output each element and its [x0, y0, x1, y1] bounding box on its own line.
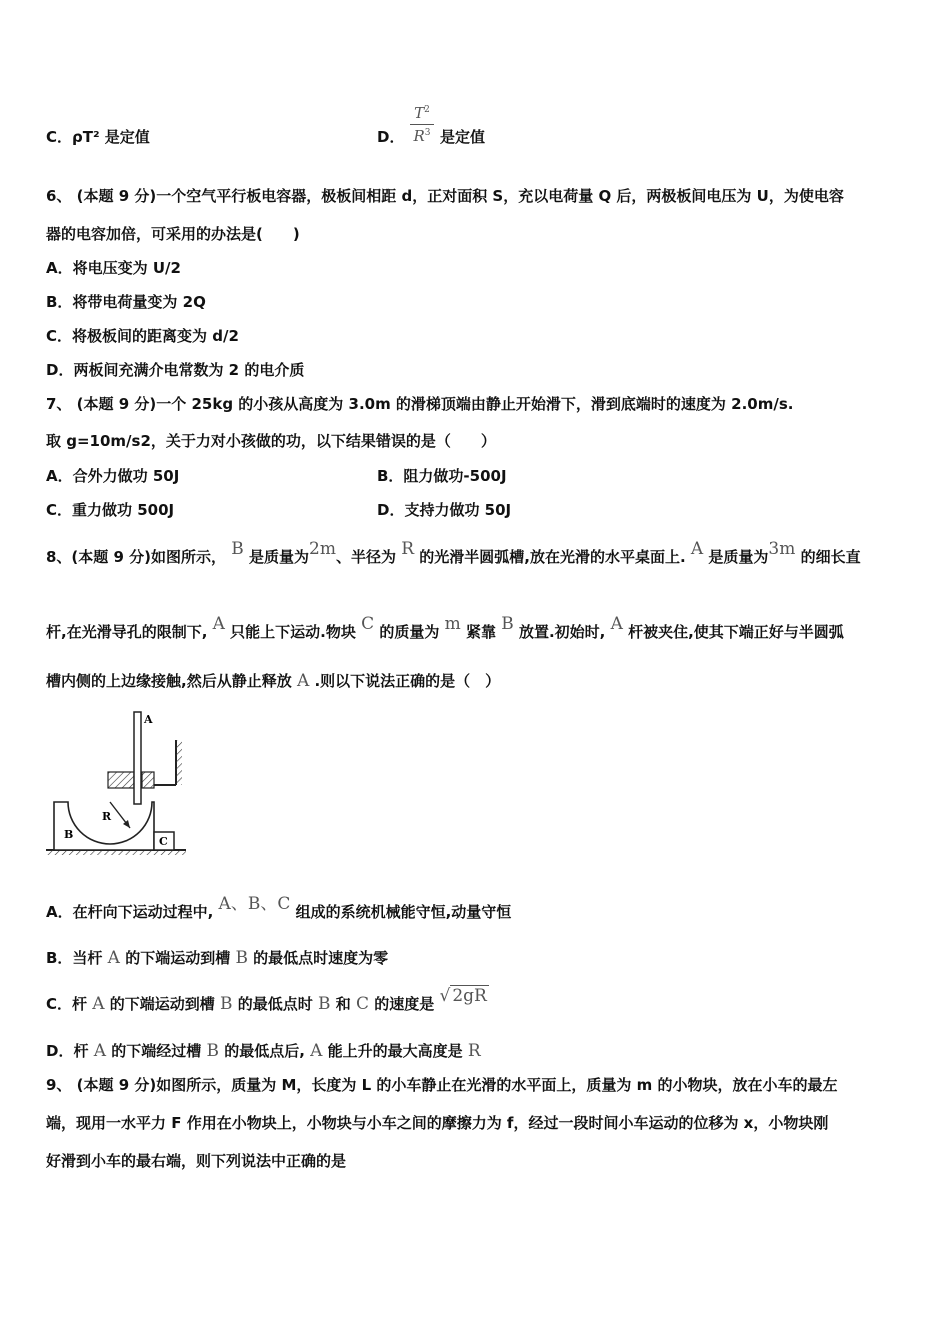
sqrt-2gR: √ 2gR [439, 986, 487, 1006]
q8-text: 的最低点时 [237, 995, 313, 1013]
math-B: B [231, 539, 244, 559]
q8-option-a [46, 894, 512, 922]
q5-frac-numerator: T [414, 104, 425, 122]
q8-text: 的最低点时速度为零 [253, 949, 389, 967]
math-A: A [93, 1041, 106, 1061]
guide-block-left [108, 772, 134, 788]
q8-text: 放置.初始时, [518, 623, 606, 641]
wall-hatch [176, 740, 182, 785]
math-2m: 2m [309, 539, 336, 559]
sqrt-radicand: 2gR [452, 986, 487, 1006]
q8-text: 组成的系统机械能守恒,动量守恒 [295, 903, 512, 921]
q8-text: 的下端运动到槽 [125, 949, 231, 967]
q6-option-c: C．将极板间的距离变为 d/2 [46, 327, 239, 345]
q8-text: A．在杆向下运动过程中, [46, 903, 214, 921]
q8-text: 能上升的最大高度是 [327, 1042, 463, 1060]
math-B: B [206, 1041, 219, 1061]
q8-text: 是质量为 [708, 548, 769, 566]
q7-stem-line2: 取 g=10m/s2，关于力对小孩做的功，以下结果错误的是（ ） [46, 432, 496, 450]
q8-text: D．杆 [46, 1042, 89, 1060]
q8-text: 的质量为 [379, 623, 440, 641]
q7-stem-line1: 7、 (本题 9 分)一个 25kg 的小孩从高度为 3.0m 的滑梯顶端由静止开始滑下，滑到底端时的速度为 2.0m/s. [46, 395, 794, 413]
math-3m: 3m [768, 539, 796, 559]
math-A: A [92, 994, 105, 1014]
q8-text: C．杆 [46, 995, 88, 1013]
q6-option-a: A．将电压变为 U/2 [46, 259, 181, 277]
math-A: A [107, 948, 120, 968]
q8-text: 杆被夹住,使其下端正好与半圆弧 [628, 623, 844, 641]
q9-stem-line1: 9、 (本题 9 分)如图所示，质量为 M，长度为 L 的小车静止在光滑的水平面上，质量为 m 的小物块，放在小车的最左 [46, 1076, 838, 1094]
q5-option-d-fraction [410, 104, 434, 145]
math-B: B [501, 614, 514, 634]
q5-option-c: C．ρT² 是定值 [46, 128, 150, 146]
q6-option-d: D．两板间充满介电常数为 2 的电介质 [46, 361, 305, 379]
math-B: B [235, 948, 248, 968]
math-ABC: A、B、C [218, 894, 291, 914]
q8-text: 的下端经过槽 [111, 1042, 202, 1060]
q6-stem-line2: 器的电容加倍，可采用的办法是( ) [46, 225, 300, 243]
q6-stem-line1: 6、 (本题 9 分)一个空气平行板电容器，极板间相距 d，正对面积 S，充以电荷量 Q 后，两极板间电压为 U，为使电容 [46, 187, 844, 205]
q8-text: .则以下说法正确的是（ ） [314, 672, 501, 690]
math-m: m [444, 614, 461, 634]
q9-stem-line2: 端，现用一水平力 F 作用在小物块上，小物块与小车之间的摩擦力为 f，经过一段时间小车运动的位移为 x，小物块刚 [46, 1114, 829, 1132]
label-b: B [64, 828, 74, 841]
label-r: R [102, 810, 112, 823]
math-A: A [310, 1041, 323, 1061]
q5-option-d-text: 是定值 [440, 128, 486, 146]
q7-option-d: D．支持力做功 50J [377, 501, 512, 519]
guide-block-right [142, 772, 154, 788]
math-A: A [296, 671, 310, 691]
label-a: A [144, 713, 153, 726]
q5-frac-denominator: R [413, 127, 425, 145]
q8-text: 只能上下运动.物块 [230, 623, 356, 641]
q8-text: 的光滑半圆弧槽,放在光滑的水平桌面上. [419, 548, 686, 566]
q8-text: 的细长直 [800, 548, 861, 566]
math-B: B [318, 994, 331, 1014]
q8-text: B．当杆 [46, 949, 103, 967]
q8-text: 紧靠 [465, 623, 496, 641]
math-C: C [355, 994, 369, 1014]
q8-text: 的速度是 [374, 995, 435, 1013]
q7-option-c: C．重力做功 500J [46, 501, 175, 519]
q8-stem-line1 [46, 539, 861, 567]
q6-option-b: B．将带电荷量变为 2Q [46, 293, 206, 311]
math-A: A [610, 614, 623, 634]
q8-text: 槽内侧的上边缘接触,然后从静止释放 [46, 672, 292, 690]
math-R: R [467, 1041, 481, 1061]
q7-option-b: B．阻力做功-500J [377, 467, 507, 485]
q8-figure [44, 710, 194, 860]
q8-option-d [46, 1041, 481, 1061]
q9-stem-line3: 好滑到小车的最右端，则下列说法中正确的是 [46, 1152, 347, 1170]
q8-text: 杆,在光滑导孔的限制下, [46, 623, 208, 641]
q8-text: 是质量为 [249, 548, 310, 566]
label-c: C [159, 835, 168, 848]
q8-text: 和 [335, 995, 351, 1013]
rod-a [134, 712, 141, 804]
q5-option-d-label: D． [377, 128, 405, 146]
math-B: B [220, 994, 233, 1014]
q7-option-a: A．合外力做功 50J [46, 467, 180, 485]
q8-stem-line2 [46, 614, 844, 642]
q5-frac-numerator-exp: 2 [424, 105, 430, 115]
q8-text: 的下端运动到槽 [109, 995, 215, 1013]
q8-text: 、半径为 [335, 548, 396, 566]
q8-option-c [46, 986, 489, 1014]
math-R: R [401, 539, 415, 559]
q8-stem-line3 [46, 671, 500, 691]
math-A: A [212, 614, 225, 634]
math-C: C [361, 614, 375, 634]
math-A: A [690, 539, 704, 559]
q5-frac-denominator-exp: 3 [424, 128, 431, 138]
q8-text: 8、(本题 9 分)如图所示， [46, 548, 227, 566]
q8-option-b [46, 948, 388, 968]
q8-text: 的最低点后, [224, 1042, 305, 1060]
